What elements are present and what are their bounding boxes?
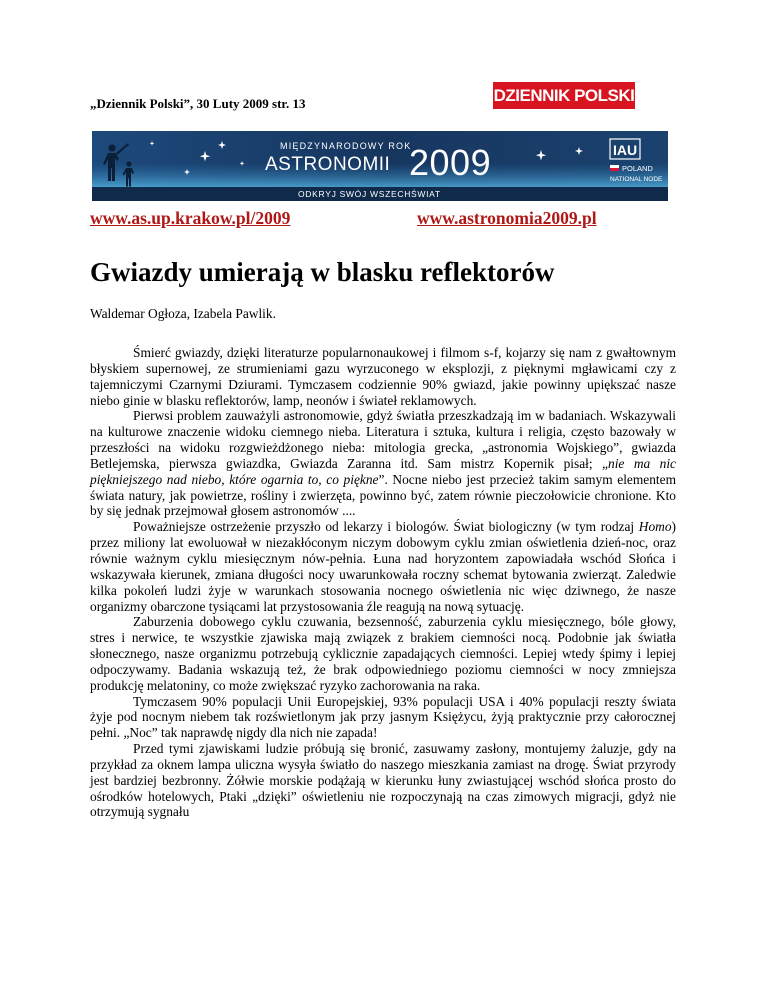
banner-tagline: ODKRYJ SWÓJ WSZECHŚWIAT bbox=[298, 189, 441, 199]
paragraph-text: Poważniejsze ostrzeżenie przyszło od lekarzy i biologów. Świat biologiczny (w tym rodzaj bbox=[133, 519, 639, 535]
poland-flag-icon bbox=[610, 165, 619, 168]
paragraph-text: ) przez miliony lat ewoluował w niezakłóconym niczym dobowym cyklu zmian oświetlenia dzień-noc, oraz równie ważnym cyklu miesięcznym nów-pełnia. Łuna nad horyzontem zapowiadała wschód Słońca i wskazywała kierunek, zmiana długości nocy uwarunkowała roczny schemat bytowania zwierząt. Zaledwie kilka pokoleń ludzi żyje w warunkach stosowania nocnego oświetlenia nic więc dziwnego, że nasze organizmy obarczone tysiącami lat przystosowania źle reagują na nową sytuację. bbox=[90, 519, 676, 614]
astronomy-year-banner bbox=[92, 131, 668, 201]
dziennik-polski-logo: DZIENNIK POLSKI bbox=[493, 82, 635, 109]
italic-text: Homo bbox=[638, 519, 672, 535]
article-paragraph bbox=[90, 408, 676, 519]
article-body bbox=[90, 345, 676, 820]
link-astronomia2009[interactable]: www.astronomia2009.pl bbox=[417, 208, 597, 228]
paragraph-text: Śmierć gwiazdy, dzięki literaturze popularnonaukowej i filmom s-f, kojarzy się nam z gwałtownym błyskiem supernowej, ze strumieniami gazu wyrzuconego w eksplozji, z pięknymi mgławicami czy z tajemniczymi Czarnymi Dziurami. Tymczasem codziennie 90% gwiazd, jakie powinny upiększać nasze niebo ginie w blasku reflektorów, lamp, neonów i świateł reklamowych. bbox=[90, 345, 676, 408]
iau-logo-text: IAU bbox=[613, 142, 638, 158]
article-paragraph bbox=[90, 519, 676, 614]
article-title: Gwiazdy umierają w blasku reflektorów bbox=[90, 257, 555, 287]
banner-poland: POLAND bbox=[622, 164, 653, 173]
paragraph-text: Tymczasem 90% populacji Unii Europejskiej, 93% populacji USA i 40% populacji reszty świata żyje pod nocnym niebem tak rozświetlonym jak przy jasnym Księżycu, żyją praktycznie przy całorocznej pełni. „Noc” tak naprawdę nigdy dla nich nie zapada! bbox=[90, 693, 676, 741]
paragraph-text: Zaburzenia dobowego cyklu czuwania, bezsenność, zaburzenia cyklu miesięcznego, bóle głowy, stres i nerwice, te wszystkie zjawiska mają związek z brakiem ciemności nocą. Podobnie jak światła słonecznego, nasze organizmu potrzebują cyklicznie zapadających ciemności. Lepiej wtedy śpimy i lepiej odpoczywamy. Badania wskazują też, że brak odpowiedniego poziomu ciemności w nocy zmniejsza produkcję melatoniny, co może zwiększać ryzyko zachorowania na raka. bbox=[90, 614, 676, 693]
paragraph-text: Pierwsi problem zauważyli astronomowie, gdyż światła przeszkadzają im w badaniach. Wskazywali na kulturowe znaczenie widoku ciemnego nieba. Literatura i sztuka, kultura i religia, często bazowały w przeszłości na widoku rozgwieżdżonego nieba: mitologia grecka, „astronomia Wojskiego”, gwiazda Betlejemska, pierwsza gwiazdka, Gwiazda Zaranna itd. Sam mistrz Kopernik pisał; „ bbox=[90, 408, 676, 471]
article-paragraph bbox=[90, 694, 676, 742]
banner-line2: ASTRONOMII bbox=[265, 154, 391, 175]
italic-text: nie ma nic piękniejszego nad niebo, które ogarnia to, co piękne bbox=[90, 455, 676, 487]
article-paragraph bbox=[90, 345, 676, 408]
banner-line1: MIĘDZYNARODOWY ROK bbox=[280, 141, 412, 151]
paragraph-text: ”. Nocne niebo jest przecież takim samym elementem świata natury, jak powietrze, rośliny i zwierzęta, powinno być, zatem równie pieczołowicie chronione. Kto by się jednak przejmował głosem astronomów .... bbox=[90, 471, 676, 519]
banner-node: NATIONAL NODE bbox=[610, 176, 663, 183]
link-as-up-krakow[interactable]: www.as.up.krakow.pl/2009 bbox=[90, 208, 291, 228]
links-row bbox=[90, 208, 670, 228]
article-authors: Waldemar Ogłoza, Izabela Pawlik. bbox=[90, 306, 276, 321]
newspaper-source-line: „Dziennik Polski”, 30 Luty 2009 str. 13 bbox=[90, 96, 306, 111]
paragraph-text: Przed tymi zjawiskami ludzie próbują się bronić, zasuwamy zasłony, montujemy żaluzje, gdy na przykład za oknem lampa uliczna wysyła światło do naszego mieszkania zamiast na drogę. Świat przyrody jest bardziej bezbronny. Żółwie morskie podążają w kierunku łuny zwiastującej wschód słońca prosto do ośrodków hotelowych, Ptaki „dzięki” oświetleniu nie rozpoczynają na czas zimowych migracji, gdyż nie otrzymują sygnału bbox=[90, 741, 676, 820]
banner-year: 2009 bbox=[409, 142, 492, 183]
article-paragraph bbox=[90, 741, 676, 820]
article-paragraph bbox=[90, 614, 676, 693]
